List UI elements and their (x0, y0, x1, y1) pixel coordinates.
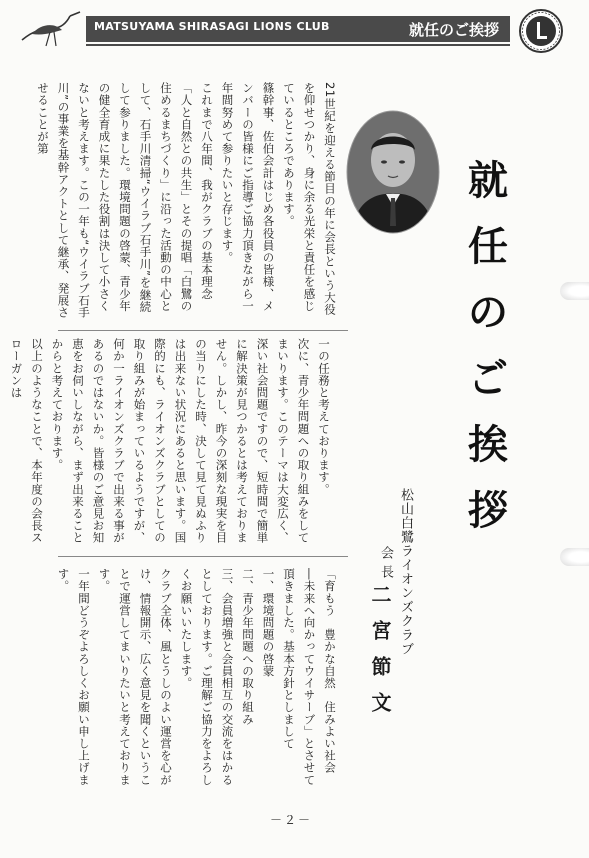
title-char: 挨 (468, 421, 508, 468)
crane-icon (14, 6, 84, 48)
club-name: MATSUYAMA SHIRASAGI LIONS CLUB (94, 20, 330, 33)
lions-emblem-icon (518, 8, 564, 54)
title-char: 拶 (468, 487, 508, 534)
title-char: ご (468, 355, 508, 402)
paragraph: 以上のようなことで、本年度の会長スローガンは (9, 338, 44, 544)
paragraph: 次に、青少年問題への取り組みをしてまいります。このテーマは大変広く、深い社会問題ですので、短時間で簡単に解決策が見つかるとは考えておりません。しかし、昨今の深刻な現実を目の当りにした時、決して見て見ぬふりは出来ない状況にあると思います。国際的にも、ライオンズクラブとしての取り組みが始まっているようですが、何か一ライオンズクラブで出来る事があるのではないか。皆様のご意見お知恵をお伺いしながら、まず出来ることからと考えております。 (50, 338, 311, 544)
section-title: 就任のご挨拶 (408, 21, 499, 39)
policy-item: 一、環境問題の啓蒙 (261, 568, 276, 677)
article-block-3 (56, 568, 340, 788)
title-char: 就 (468, 157, 508, 204)
policy-item: 三、会員増強と会員相互の交流をはかる (220, 568, 235, 786)
author-portrait (346, 110, 440, 234)
divider (58, 556, 348, 557)
article-block-1 (36, 82, 340, 320)
divider (58, 330, 348, 331)
paragraph: 一の任務と考えております。 (317, 338, 331, 496)
binder-hole (560, 548, 589, 566)
header-rule (86, 44, 510, 46)
title-char: の (468, 289, 508, 336)
byline-role: 会長 (378, 546, 393, 584)
page-number: －２－ (270, 813, 313, 827)
binder-hole (560, 282, 589, 300)
article-block-2 (9, 338, 334, 546)
paragraph: としております。ご理解ご協力をよろしくお願いいたします。 (179, 568, 214, 786)
paragraph: 一年間どうぞよろしくお願い申し上げます。 (56, 568, 91, 786)
article-title (458, 148, 518, 544)
policy-item: 二、青少年問題への取り組み (241, 568, 255, 726)
paragraph: 篠幹事、佐伯会計はじめ各役員の皆様、メンバーの皆様にご指導ご協力頂きながら一年間努めて参りたいと存じます。 (220, 82, 276, 312)
byline-name: 二宮節文 (368, 584, 392, 728)
title-char: 任 (468, 223, 508, 270)
paragraph: 「育もう 豊かな自然 住みよい社会 ―未来へ向かってウイサーブ」とさせて頂きました。基本方針としまして (282, 568, 337, 786)
byline-organization: 松山白鷺ライオンズクラブ (398, 488, 413, 656)
paragraph: クラブ全体、風とうしのよい運営を心がけ、情報開示、広く意見を聞くということで運営してまいりたいと考えております。 (97, 568, 173, 786)
paragraph: 21世紀を迎える節目の年に会長という大役を仰せつかり、身に余る光栄と責任を感じているところであります。 (282, 82, 337, 316)
paragraph: これまで八年間、我がクラブの基本理念「人と自然との共生」とその提唱「白鷺の住めるまちづくり」に沿った活動の中心として、石手川清掃“ウイラブ石手川”を継続して参りました。環境問題の啓蒙、青少年の健全育成に果たした役割は決して小さくないと考えます。この一年も“ウイラブ石手川”の事業を基幹アクトとして継承、発展させることが第 (36, 82, 214, 319)
